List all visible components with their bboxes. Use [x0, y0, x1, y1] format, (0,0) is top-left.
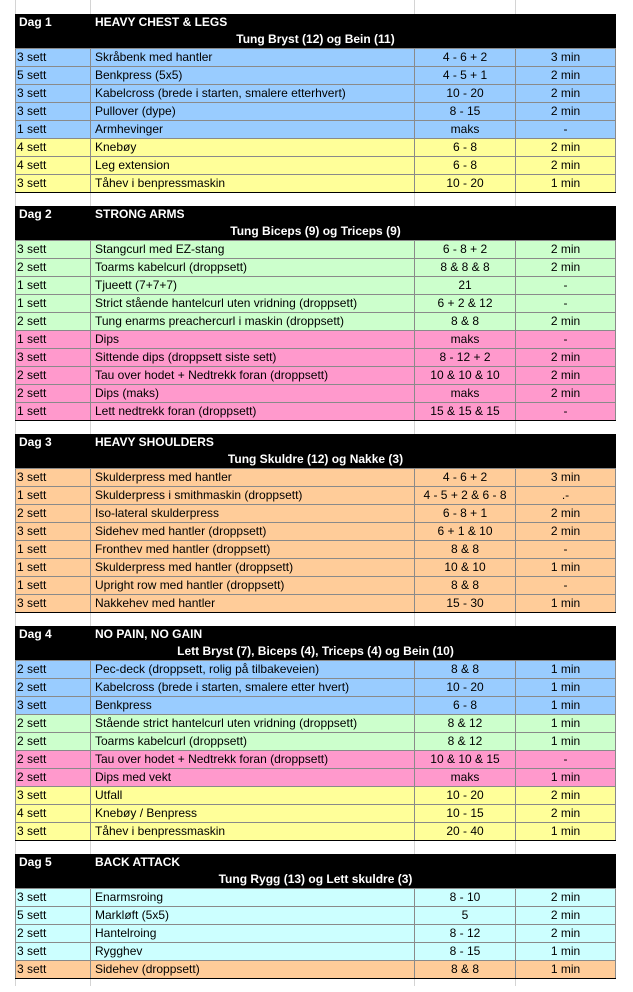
exercise-cell[interactable]: Tau over hodet + Nedtrekk foran (droppsett) — [95, 368, 329, 382]
rest-cell[interactable]: 2 min — [550, 788, 581, 802]
rest-cell[interactable]: 2 min — [550, 524, 581, 538]
rest-cell[interactable]: 2 min — [550, 890, 581, 904]
grid-line — [515, 888, 516, 978]
reps-cell[interactable]: 10 & 10 — [444, 560, 486, 574]
reps-cell[interactable]: 15 - 30 — [446, 596, 484, 610]
reps-cell[interactable]: 8 & 8 & 8 — [440, 260, 490, 274]
grid-line — [414, 48, 415, 192]
exercise-row[interactable] — [15, 366, 616, 384]
grid-line — [615, 48, 616, 192]
day-block — [15, 626, 616, 841]
exercise-cell[interactable]: Tåhev i benpressmaskin — [95, 824, 226, 838]
exercise-row[interactable] — [15, 486, 616, 504]
grid-line — [615, 240, 616, 420]
reps-cell[interactable]: 8 & 12 — [447, 716, 483, 730]
reps-cell[interactable]: 6 - 8 + 1 — [442, 506, 488, 520]
rest-cell[interactable]: 1 min — [550, 734, 581, 748]
day-subtitle-line — [15, 223, 616, 240]
sets-cell[interactable]: 3 sett — [17, 824, 47, 838]
reps-cell[interactable]: 8 & 8 — [450, 542, 480, 556]
reps-cell[interactable]: maks — [450, 386, 480, 400]
reps-cell[interactable]: 6 - 8 — [452, 698, 477, 712]
sets-cell[interactable]: 2 sett — [17, 260, 47, 274]
day-subtitle: Tung Skuldre (12) og Nakke (3) — [227, 452, 404, 466]
exercise-row[interactable] — [15, 138, 616, 156]
grid-line — [414, 660, 415, 840]
sets-cell[interactable]: 3 sett — [17, 86, 47, 100]
day-title: STRONG ARMS — [95, 207, 185, 221]
grid-line — [615, 660, 616, 840]
exercise-cell[interactable]: Iso-lateral skulderpress — [95, 506, 220, 520]
exercise-row[interactable] — [15, 714, 616, 732]
rest-cell[interactable]: 2 min — [550, 386, 581, 400]
rest-cell[interactable]: 1 min — [550, 176, 581, 190]
reps-cell[interactable]: 4 - 5 + 1 — [442, 68, 488, 82]
exercise-row[interactable] — [15, 678, 616, 696]
day-title: NO PAIN, NO GAIN — [95, 627, 203, 641]
day-label: Dag 4 — [19, 627, 52, 641]
sets-cell[interactable]: 3 sett — [17, 890, 47, 904]
sets-cell[interactable]: 3 sett — [17, 962, 47, 976]
day-block — [15, 14, 616, 193]
day-header — [15, 434, 616, 468]
grid-line — [15, 240, 16, 420]
exercise-cell[interactable]: Lett nedtrekk foran (droppsett) — [95, 404, 257, 418]
day-header — [15, 14, 616, 48]
sets-cell[interactable]: 1 sett — [17, 560, 47, 574]
exercise-cell[interactable]: Upright row med hantler (droppsett) — [95, 578, 285, 592]
rest-cell[interactable]: 2 min — [550, 806, 581, 820]
rest-cell[interactable]: 1 min — [550, 596, 581, 610]
exercise-cell[interactable]: Fronthev med hantler (droppsett) — [95, 542, 271, 556]
rest-cell[interactable]: - — [563, 296, 568, 310]
sets-cell[interactable]: 3 sett — [17, 524, 47, 538]
reps-cell[interactable]: maks — [450, 770, 480, 784]
exercise-row[interactable] — [15, 660, 616, 678]
reps-cell[interactable]: 10 & 10 & 10 — [430, 368, 500, 382]
exercise-row[interactable] — [15, 960, 616, 978]
exercise-cell[interactable]: Toarms kabelcurl (droppsett) — [95, 260, 248, 274]
exercise-row[interactable] — [15, 906, 616, 924]
exercise-row[interactable] — [15, 294, 616, 312]
reps-cell[interactable]: 8 & 8 — [450, 962, 480, 976]
exercise-row[interactable] — [15, 768, 616, 786]
grid-line — [15, 660, 16, 840]
exercise-cell[interactable]: Skråbenk med hantler — [95, 50, 213, 64]
sets-cell[interactable]: 2 sett — [17, 386, 47, 400]
exercise-cell[interactable]: Rygghev — [95, 944, 143, 958]
sets-cell[interactable]: 1 sett — [17, 542, 47, 556]
day-label: Dag 5 — [19, 855, 52, 869]
day-block — [15, 206, 616, 421]
sets-cell[interactable]: 3 sett — [17, 944, 47, 958]
reps-cell[interactable]: 10 & 10 & 15 — [430, 752, 500, 766]
rest-cell[interactable]: 1 min — [550, 824, 581, 838]
exercise-cell[interactable]: Utfall — [95, 788, 123, 802]
sets-cell[interactable]: 5 sett — [17, 908, 47, 922]
exercise-row[interactable] — [15, 402, 616, 420]
day-subtitle: Tung Rygg (13) og Lett skuldre (3) — [218, 872, 413, 886]
day-label: Dag 2 — [19, 207, 52, 221]
rest-cell[interactable]: 1 min — [550, 680, 581, 694]
day-label: Dag 3 — [19, 435, 52, 449]
sets-cell[interactable]: 4 sett — [17, 140, 47, 154]
reps-cell[interactable]: 8 - 15 — [449, 944, 481, 958]
grid-line — [15, 48, 16, 192]
exercise-row[interactable] — [15, 558, 616, 576]
exercise-row[interactable] — [15, 468, 616, 486]
reps-cell[interactable]: 4 - 6 + 2 — [442, 50, 488, 64]
reps-cell[interactable]: 8 - 15 — [449, 104, 481, 118]
sets-cell[interactable]: 1 sett — [17, 122, 47, 136]
exercise-cell[interactable]: Skulderpress med hantler — [95, 470, 232, 484]
grid-line — [414, 240, 415, 420]
exercise-cell[interactable]: Knebøy — [95, 140, 137, 154]
exercise-cell[interactable]: Skulderpress med hantler (droppsett) — [95, 560, 294, 574]
day-subtitle-line — [15, 451, 616, 468]
grid-line — [414, 468, 415, 612]
rest-cell[interactable]: 2 min — [550, 68, 581, 82]
reps-cell[interactable]: 6 - 8 — [452, 140, 477, 154]
exercise-row[interactable] — [15, 84, 616, 102]
day-subtitle-line — [15, 643, 616, 660]
exercise-row[interactable] — [15, 66, 616, 84]
exercise-row[interactable] — [15, 786, 616, 804]
rest-cell[interactable]: 2 min — [550, 926, 581, 940]
exercise-cell[interactable]: Sidehev (droppsett) — [95, 962, 200, 976]
rest-cell[interactable]: 3 min — [550, 50, 581, 64]
reps-cell[interactable]: 10 - 20 — [446, 680, 484, 694]
grid-line — [90, 660, 91, 840]
reps-cell[interactable]: 6 + 2 & 12 — [437, 296, 493, 310]
sets-cell[interactable]: 2 sett — [17, 506, 47, 520]
sets-cell[interactable]: 3 sett — [17, 698, 47, 712]
exercise-cell[interactable]: Tau over hodet + Nedtrekk foran (droppsett) — [95, 752, 329, 766]
sets-cell[interactable]: 3 sett — [17, 788, 47, 802]
rest-cell[interactable]: 2 min — [550, 140, 581, 154]
exercise-cell[interactable]: Pullover (dype) — [95, 104, 176, 118]
rest-cell[interactable]: 1 min — [550, 698, 581, 712]
day-block — [15, 854, 616, 979]
exercise-row[interactable] — [15, 522, 616, 540]
exercise-row[interactable] — [15, 576, 616, 594]
rest-cell[interactable]: .- — [561, 488, 570, 502]
rest-cell[interactable]: 2 min — [550, 260, 581, 274]
reps-cell[interactable]: 8 - 12 — [449, 926, 481, 940]
day-header-line — [15, 434, 616, 451]
exercise-row[interactable] — [15, 732, 616, 750]
sets-cell[interactable]: 2 sett — [17, 368, 47, 382]
sets-cell[interactable]: 3 sett — [17, 50, 47, 64]
rest-cell[interactable]: 3 min — [550, 470, 581, 484]
rest-cell[interactable]: 1 min — [550, 560, 581, 574]
exercise-row[interactable] — [15, 174, 616, 192]
sets-cell[interactable]: 4 sett — [17, 158, 47, 172]
exercise-cell[interactable]: Enarmsroing — [95, 890, 164, 904]
rest-cell[interactable]: 2 min — [550, 314, 581, 328]
grid-line — [90, 468, 91, 612]
workout-spreadsheet — [15, 14, 616, 992]
day-title: HEAVY CHEST & LEGS — [95, 15, 228, 29]
day-title: HEAVY SHOULDERS — [95, 435, 214, 449]
sets-cell[interactable]: 1 sett — [17, 488, 47, 502]
reps-cell[interactable]: 8 & 8 — [450, 578, 480, 592]
reps-cell[interactable]: 8 - 10 — [449, 890, 481, 904]
sets-cell[interactable]: 3 sett — [17, 242, 47, 256]
exercise-cell[interactable]: Kabelcross (brede i starten, smalere etterhvert) — [95, 86, 346, 100]
sets-cell[interactable]: 2 sett — [17, 680, 47, 694]
rest-cell[interactable]: 2 min — [550, 158, 581, 172]
grid-line — [90, 48, 91, 192]
sets-cell[interactable]: 1 sett — [17, 296, 47, 310]
reps-cell[interactable]: 20 - 40 — [446, 824, 484, 838]
rest-cell[interactable]: - — [563, 542, 568, 556]
day-header — [15, 206, 616, 240]
reps-cell[interactable]: 6 - 8 — [452, 158, 477, 172]
rest-cell[interactable]: 1 min — [550, 716, 581, 730]
grid-line — [515, 240, 516, 420]
grid-line — [15, 888, 16, 978]
exercise-cell[interactable]: Stående strict hantelcurl uten vridning (droppsett) — [95, 716, 358, 730]
rest-cell[interactable]: 2 min — [550, 242, 581, 256]
sets-cell[interactable]: 2 sett — [17, 734, 47, 748]
reps-cell[interactable]: 5 — [461, 908, 469, 922]
reps-cell[interactable]: maks — [450, 332, 480, 346]
rest-cell[interactable]: - — [563, 404, 568, 418]
exercise-cell[interactable]: Sidehev med hantler (droppsett) — [95, 524, 267, 538]
sets-cell[interactable]: 2 sett — [17, 716, 47, 730]
rest-cell[interactable]: 2 min — [550, 86, 581, 100]
sets-cell[interactable]: 3 sett — [17, 470, 47, 484]
grid-line — [515, 468, 516, 612]
day-subtitle: Lett Bryst (7), Biceps (4), Triceps (4) og Bein (10) — [177, 644, 454, 658]
exercise-row[interactable] — [15, 540, 616, 558]
exercise-cell[interactable]: Dips (maks) — [95, 386, 160, 400]
reps-cell[interactable]: 4 - 5 + 2 & 6 - 8 — [423, 488, 507, 502]
exercise-cell[interactable]: Tåhev i benpressmaskin — [95, 176, 226, 190]
exercise-row[interactable] — [15, 120, 616, 138]
reps-cell[interactable]: 8 & 12 — [447, 734, 483, 748]
exercise-cell[interactable]: Kabelcross (brede i starten, smalere etter hvert) — [95, 680, 350, 694]
exercise-cell[interactable]: Tung enarms preachercurl i maskin (droppsett) — [95, 314, 344, 328]
exercise-row[interactable] — [15, 240, 616, 258]
reps-cell[interactable]: 8 & 8 — [450, 662, 480, 676]
exercise-row[interactable] — [15, 594, 616, 612]
exercise-row[interactable] — [15, 924, 616, 942]
grid-line — [414, 888, 415, 978]
exercise-cell[interactable]: Armhevinger — [95, 122, 164, 136]
day-subtitle-line — [15, 31, 616, 48]
exercise-cell[interactable]: Dips — [95, 332, 120, 346]
rest-cell[interactable]: 1 min — [550, 662, 581, 676]
sets-cell[interactable]: 2 sett — [17, 752, 47, 766]
sets-cell[interactable]: 2 sett — [17, 926, 47, 940]
day-header-line — [15, 854, 616, 871]
sets-cell[interactable]: 5 sett — [17, 68, 47, 82]
exercise-row[interactable] — [15, 48, 616, 66]
exercise-row[interactable] — [15, 696, 616, 714]
day-header — [15, 626, 616, 660]
day-subtitle: Tung Biceps (9) og Triceps (9) — [230, 224, 401, 238]
grid-line — [90, 888, 91, 978]
exercise-cell[interactable]: Benkpress — [95, 698, 152, 712]
exercise-cell[interactable]: Knebøy / Benpress — [95, 806, 198, 820]
rest-cell[interactable]: 2 min — [550, 908, 581, 922]
rest-cell[interactable]: - — [563, 752, 568, 766]
exercise-cell[interactable]: Pec-deck (droppsett, rolig på tilbakeveien) — [95, 662, 320, 676]
grid-line — [515, 660, 516, 840]
reps-cell[interactable]: 4 - 6 + 2 — [442, 470, 488, 484]
day-header — [15, 854, 616, 888]
day-label: Dag 1 — [19, 15, 52, 29]
exercise-cell[interactable]: Skulderpress i smithmaskin (droppsett) — [95, 488, 303, 502]
exercise-cell[interactable]: Hantelroing — [95, 926, 157, 940]
day-title: BACK ATTACK — [95, 855, 181, 869]
sets-cell[interactable]: 1 sett — [17, 578, 47, 592]
rest-cell[interactable]: 1 min — [550, 962, 581, 976]
rest-cell[interactable]: 2 min — [550, 104, 581, 118]
day-block — [15, 434, 616, 613]
sets-cell[interactable]: 4 sett — [17, 806, 47, 820]
sets-cell[interactable]: 3 sett — [17, 176, 47, 190]
sets-cell[interactable]: 1 sett — [17, 278, 47, 292]
exercise-row[interactable] — [15, 312, 616, 330]
day-header-line — [15, 626, 616, 643]
grid-line — [615, 468, 616, 612]
exercise-cell[interactable]: Leg extension — [95, 158, 170, 172]
day-subtitle-line — [15, 871, 616, 888]
reps-cell[interactable]: 15 & 15 & 15 — [430, 404, 500, 418]
exercise-row[interactable] — [15, 822, 616, 840]
rest-cell[interactable]: 2 min — [550, 350, 581, 364]
exercise-row[interactable] — [15, 276, 616, 294]
exercise-cell[interactable]: Dips med vekt — [95, 770, 172, 784]
exercise-row[interactable] — [15, 102, 616, 120]
reps-cell[interactable]: 21 — [458, 278, 472, 292]
grid-line — [615, 888, 616, 978]
exercise-cell[interactable]: Toarms kabelcurl (droppsett) — [95, 734, 248, 748]
reps-cell[interactable]: 6 - 8 + 2 — [442, 242, 488, 256]
day-subtitle: Tung Bryst (12) og Bein (11) — [236, 32, 395, 46]
exercise-cell[interactable]: Tjueett (7+7+7) — [95, 278, 178, 292]
exercise-row[interactable] — [15, 258, 616, 276]
reps-cell[interactable]: 10 - 20 — [446, 176, 484, 190]
exercise-cell[interactable]: Benkpress (5x5) — [95, 68, 183, 82]
exercise-cell[interactable]: Stangcurl med EZ-stang — [95, 242, 225, 256]
rest-cell[interactable]: 2 min — [550, 368, 581, 382]
reps-cell[interactable]: 10 - 20 — [446, 86, 484, 100]
sets-cell[interactable]: 3 sett — [17, 596, 47, 610]
exercise-row[interactable] — [15, 156, 616, 174]
exercise-cell[interactable]: Markløft (5x5) — [95, 908, 170, 922]
day-header-line — [15, 206, 616, 223]
grid-line — [515, 48, 516, 192]
exercise-row[interactable] — [15, 384, 616, 402]
exercise-row[interactable] — [15, 330, 616, 348]
sets-cell[interactable]: 3 sett — [17, 350, 47, 364]
rest-cell[interactable]: - — [563, 122, 568, 136]
rest-cell[interactable]: 1 min — [550, 770, 581, 784]
exercise-cell[interactable]: Sittende dips (droppsett siste sett) — [95, 350, 277, 364]
rest-cell[interactable]: 2 min — [550, 506, 581, 520]
rest-cell[interactable]: 1 min — [550, 944, 581, 958]
reps-cell[interactable]: 10 - 15 — [446, 806, 484, 820]
rest-cell[interactable]: - — [563, 332, 568, 346]
sets-cell[interactable]: 2 sett — [17, 662, 47, 676]
reps-cell[interactable]: 6 + 1 & 10 — [437, 524, 493, 538]
day-header-line — [15, 14, 616, 31]
sets-cell[interactable]: 2 sett — [17, 314, 47, 328]
exercise-cell[interactable]: Strict stående hantelcurl uten vridning (droppsett) — [95, 296, 358, 310]
exercise-row[interactable] — [15, 504, 616, 522]
sets-cell[interactable]: 3 sett — [17, 104, 47, 118]
reps-cell[interactable]: maks — [450, 122, 480, 136]
sets-cell[interactable]: 2 sett — [17, 770, 47, 784]
exercise-row[interactable] — [15, 888, 616, 906]
exercise-row[interactable] — [15, 348, 616, 366]
sets-cell[interactable]: 1 sett — [17, 404, 47, 418]
reps-cell[interactable]: 8 - 12 + 2 — [439, 350, 491, 364]
rest-cell[interactable]: - — [563, 278, 568, 292]
sets-cell[interactable]: 1 sett — [17, 332, 47, 346]
exercise-cell[interactable]: Nakkehev med hantler — [95, 596, 216, 610]
rest-cell[interactable]: - — [563, 578, 568, 592]
exercise-row[interactable] — [15, 804, 616, 822]
reps-cell[interactable]: 10 - 20 — [446, 788, 484, 802]
grid-line — [90, 240, 91, 420]
reps-cell[interactable]: 8 & 8 — [450, 314, 480, 328]
exercise-row[interactable] — [15, 942, 616, 960]
exercise-row[interactable] — [15, 750, 616, 768]
grid-line — [15, 468, 16, 612]
